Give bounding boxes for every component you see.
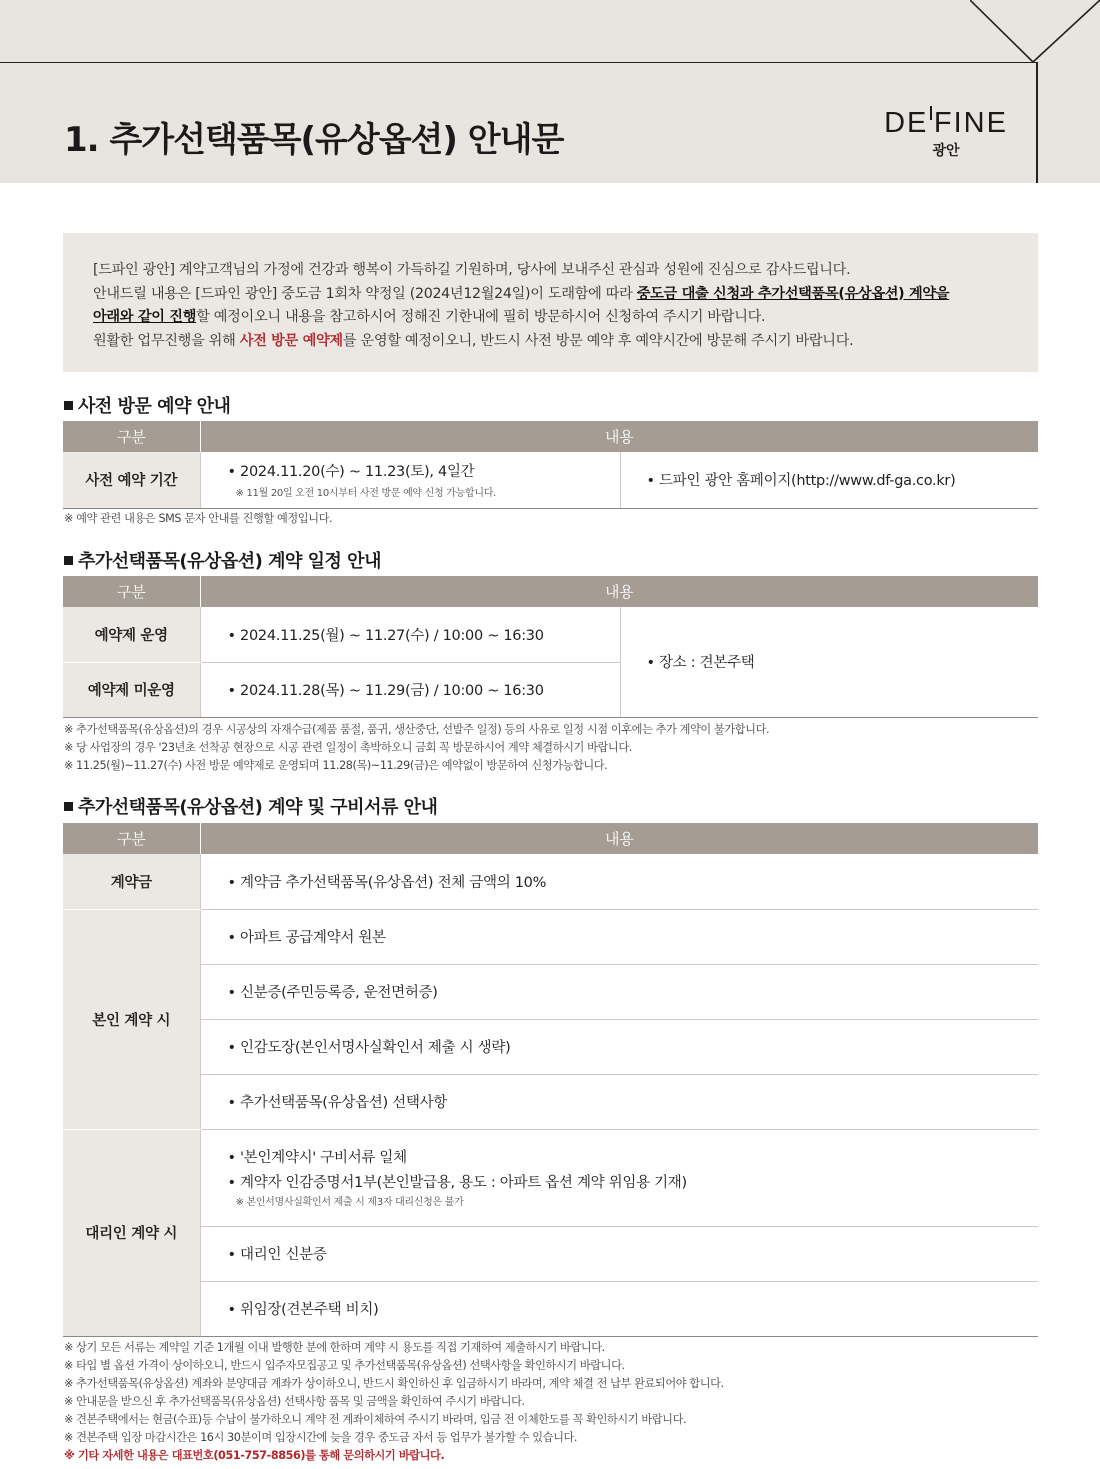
documents-note: ※ 추가선택품목(유상옵션) 계좌와 분양대금 계좌가 상이하오니, 반드시 확인하신 후 입금하시기 바라며, 계약 체결 전 납부 완료되어야 합니다.	[64, 1377, 724, 1390]
intro-line-2: 안내드릴 내용은 [드파인 광안] 중도금 1회차 약정일 (2024년12월24일)이 도래함에 따라 중도금 대출 신청과 추가선택품목(유상옵션) 계약을	[93, 285, 950, 302]
documents-note: ※ 견본주택 입장 마감시간은 16시 30분이며 입장시간에 늦을 경우 중도금 자서 등 업무가 불가할 수 있습니다.	[64, 1431, 578, 1444]
row-label-self-contract: 본인 계약 시	[63, 909, 200, 1129]
schedule-note: ※ 추가선택품목(유상옵션)의 경우 시공상의 자재수급(제품 품절, 품귀, 생산중단, 선발주 일정) 등의 사유로 일정 시점 이후에는 추가 계약이 불가합니다.	[64, 723, 770, 736]
self-doc-item: • 인감도장(본인서명사실확인서 제출 시 생략)	[200, 1019, 1038, 1074]
reservation-site[interactable]: • 드파인 광안 홈페이지(http://www.df-ga.co.kr)	[620, 452, 1038, 508]
reservation-period-cell	[200, 452, 620, 508]
schedule-notes	[64, 721, 769, 775]
page-header	[0, 0, 1100, 183]
header-rule	[0, 62, 1037, 63]
row-label-deposit: 계약금	[63, 854, 200, 909]
reservation-table	[63, 421, 1038, 509]
contact-note: ※ 기타 자세한 내용은 대표번호(051-757-8856)를 통해 문의하시기 바랍니다.	[64, 1449, 445, 1462]
proxy-doc-item-1	[200, 1129, 1038, 1226]
documents-table	[63, 823, 1038, 1337]
documents-note: ※ 타입 별 옵션 가격이 상이하오니, 반드시 입주자모집공고 및 추가선택품목(유상옵션) 선택사항을 확인하시기 바랍니다.	[64, 1359, 625, 1372]
col-header-category: 구분	[63, 421, 200, 452]
section-title-documents: 추가선택품목(유상옵션) 계약 및 구비서류 안내	[64, 793, 437, 819]
documents-notes	[64, 1339, 724, 1465]
row-label-reservation-on: 예약제 운영	[63, 607, 200, 662]
self-doc-item: • 신분증(주민등록증, 운전면허증)	[200, 964, 1038, 1019]
page-title: 1. 추가선택품목(유상옵션) 안내문	[64, 120, 564, 160]
proxy-doc-line: • '본인계약시' 구비서류 일체	[227, 1149, 407, 1166]
schedule-note: ※ 당 사업장의 경우 '23년초 선착공 현장으로 시공 관련 일정이 촉박하오니 금회 꼭 방문하시어 계약 체결하시기 바랍니다.	[64, 741, 632, 754]
documents-note: ※ 안내문을 받으신 후 추가선택품목(유상옵션) 선택사항 품목 및 금액을 확인하여 주시기 바랍니다.	[64, 1395, 525, 1408]
section-title-schedule: 추가선택품목(유상옵션) 계약 일정 안내	[64, 547, 381, 573]
proxy-doc-note: ※ 본인서명사실확인서 제출 시 제3자 대리신청은 불가	[235, 1196, 464, 1208]
schedule-note: ※ 11.25(월)~11.27(수) 사전 방문 예약제로 운영되며 11.28(목)~11.29(금)은 예약없이 방문하여 신청가능합니다.	[64, 759, 608, 772]
intro-line-3: 아래와 같이 진행할 예정이오니 내용을 참고하시어 정해진 기한내에 필히 방문하시어 신청하여 주시기 바랍니다.	[93, 309, 766, 325]
section-title-reservation: 사전 방문 예약 안내	[64, 392, 230, 418]
documents-note: ※ 견본주택에서는 현금(수표)등 수납이 불가하오니 계약 전 계좌이체하여 주시기 바라며, 입금 전 이체한도를 꼭 확인하시기 바랍니다.	[64, 1413, 687, 1426]
logo-wordmark: DE FINE	[884, 107, 1008, 139]
proxy-doc-line: • 계약자 인감증명서1부(본인발급용, 용도 : 아파트 옵션 계약 위임용 기재)	[227, 1174, 687, 1191]
header-vertical-rule	[1036, 62, 1038, 183]
logo-subtitle: 광안	[932, 143, 960, 159]
col-header-content: 내용	[200, 421, 1038, 452]
col-header-category: 구분	[63, 576, 200, 607]
corner-decoration	[970, 0, 1100, 63]
reservation-period-note: ※ 11월 20일 오전 10시부터 사전 방문 예약 신청 가능합니다.	[235, 488, 496, 500]
schedule-place: • 장소 : 견본주택	[620, 607, 1038, 717]
self-doc-item: • 추가선택품목(유상옵션) 선택사항	[200, 1074, 1038, 1129]
col-header-content: 내용	[200, 576, 1038, 607]
documents-note: ※ 상기 모든 서류는 계약일 기준 1개월 이내 발행한 분에 한하며 계약 시 용도를 직접 기재하여 제출하시기 바랍니다.	[64, 1341, 605, 1354]
reservation-note: ※ 예약 관련 내용은 SMS 문자 안내를 진행할 예정입니다.	[64, 512, 333, 525]
proxy-doc-item-2: • 대리인 신분증	[200, 1226, 1038, 1281]
deposit-content: • 계약금 추가선택품목(유상옵션) 전체 금액의 10%	[200, 854, 1038, 909]
col-header-content: 내용	[200, 823, 1038, 854]
schedule-table	[63, 576, 1038, 718]
row-label-proxy-contract: 대리인 계약 시	[63, 1129, 200, 1336]
intro-box	[63, 233, 1038, 372]
define-logo	[880, 106, 1012, 160]
col-header-category: 구분	[63, 823, 200, 854]
reservation-period: • 2024.11.20(수) ~ 11.23(토), 4일간	[227, 464, 475, 481]
self-doc-item: • 아파트 공급계약서 원본	[200, 909, 1038, 964]
schedule-reservation-off: • 2024.11.28(목) ~ 11.29(금) / 10:00 ~ 16:30	[200, 662, 620, 717]
intro-line-4: 원활한 업무진행을 위해 사전 방문 예약제를 운영할 예정이오니, 반드시 사전 방문 예약 후 예약시간에 방문해 주시기 바랍니다.	[93, 332, 854, 349]
row-label-reservation-off: 예약제 미운영	[63, 662, 200, 717]
intro-line-1: [드파인 광안] 계약고객님의 가정에 건강과 행복이 가득하길 기원하며, 당사에 보내주신 관심과 성원에 진심으로 감사드립니다.	[93, 262, 851, 278]
row-label-reservation-period: 사전 예약 기간	[63, 452, 200, 508]
proxy-doc-item-3: • 위임장(견본주택 비치)	[200, 1281, 1038, 1336]
schedule-reservation-on: • 2024.11.25(월) ~ 11.27(수) / 10:00 ~ 16:30	[200, 607, 620, 662]
